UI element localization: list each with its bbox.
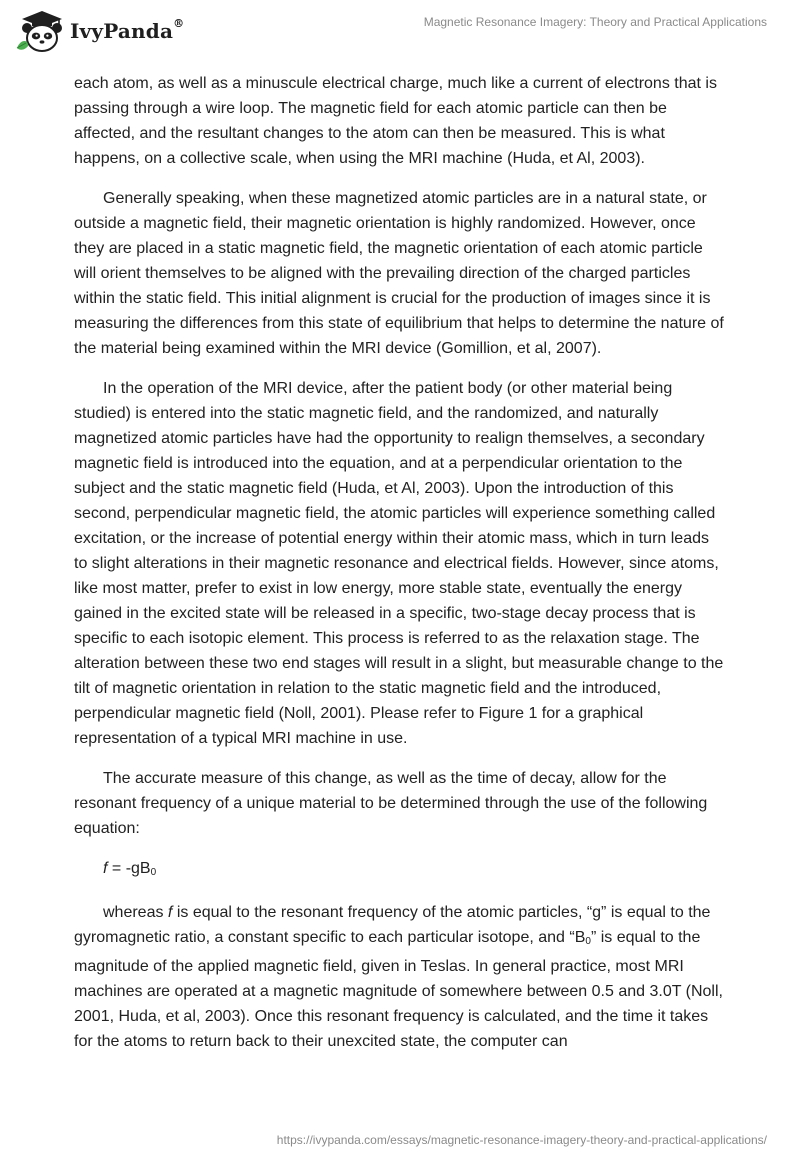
equation-rhs: = -gB: [107, 860, 151, 877]
brand-name: [70, 19, 184, 43]
paragraph-5: [74, 900, 724, 1054]
brand-logo[interactable]: [14, 8, 184, 54]
panda-graduate-icon: [14, 8, 66, 54]
paragraph-1: each atom, as well as a minuscule electrical charge, much like a current of electrons that is passing through a wire loop. The magnetic field for each atomic particle can then be affected, and the resultant changes to the atom can then be measured. This is what happens, on a collective scale, when using the MRI machine (Huda, et Al, 2003).: [74, 75, 717, 167]
paragraph-2: Generally speaking, when these magnetized atomic particles are in a natural state, or outside a magnetic field, their magnetic orientation is highly randomized. However, once they are placed in a static magnetic field, the magnetic orientation of each atomic particle will orient themselves to be aligned with the prevailing direction of the charged particles within the static field. This initial alignment is crucial for the production of images since it is measuring the differences from this state of equilibrium that helps to determine the nature of the material being examined within the MRI device (Gomillion, et al, 2007).: [74, 190, 724, 357]
paragraph-4: The accurate measure of this change, as well as the time of decay, allow for the resonant frequency of a unique material to be determined through the use of the following equation:: [74, 770, 708, 837]
equation-variable: f: [103, 860, 108, 877]
registered-mark: ®: [173, 17, 185, 31]
essay-body: [74, 71, 724, 1069]
paragraph-5-text-a: is equal to the resonant frequency of the atomic particles, “g” is equal to the gyromagnetic ratio, a constant specific to each particular isotope, and “B: [74, 904, 711, 946]
paragraph-3: In the operation of the MRI device, after the patient body (or other material being studied) is entered into the static magnetic field, and the randomized, and naturally magnetized atomic particles have had the opportunity to realign themselves, a secondary magnetic field is introduced into the equation, and at a perpendicular orientation to the subject and the static magnetic field (Huda, et Al, 2003). Upon the introduction of this second, perpendicular magnetic field, the atomic particles will experience something called excitation, or the increase of potential energy within their atomic mass, which in turn leads to slight alterations in their magnetic resonance and electrical fields. However, since atoms, like most matter, prefer to exist in low energy, more stable state, eventually the energy gained in the excited state will be released in a specific, two-stage decay process that is specific to each isotopic element. This process is referred to as the relaxation stage. The alteration between these two end stages will result in a slight, but measurable change to the tilt of magnetic orientation in relation to the static magnetic field and the introduced, perpendicular magnetic field (Noll, 2001). Please refer to Figure 1 for a graphical representation of a typical MRI machine in use.: [74, 380, 724, 747]
resonance-equation: [74, 856, 724, 885]
document-title: Magnetic Resonance Imagery: Theory and Practical Applications: [423, 15, 767, 29]
brand-name-text: IvyPanda: [70, 19, 174, 43]
source-url-link[interactable]: https://ivypanda.com/essays/magnetic-resonance-imagery-theory-and-practical-applications/: [276, 1133, 767, 1147]
paragraph-5-subscript: 0: [585, 936, 591, 947]
paragraph-5-prefix: whereas: [103, 904, 168, 921]
paragraph-5-text-b: ” is equal to the magnitude of the applied magnetic field, given in Teslas. In general practice, most MRI machines are operated at a magnetic magnitude of somewhere between 0.5 and 3.0T (Noll, 2001, Huda, et al, 2003). Once this resonant frequency is calculated, and the time it takes for the atoms to return back to their unexcited state, the computer can: [74, 929, 723, 1050]
equation-subscript: 0: [150, 867, 157, 878]
paragraph-5-variable: f: [167, 904, 173, 921]
page-header: [0, 0, 800, 70]
